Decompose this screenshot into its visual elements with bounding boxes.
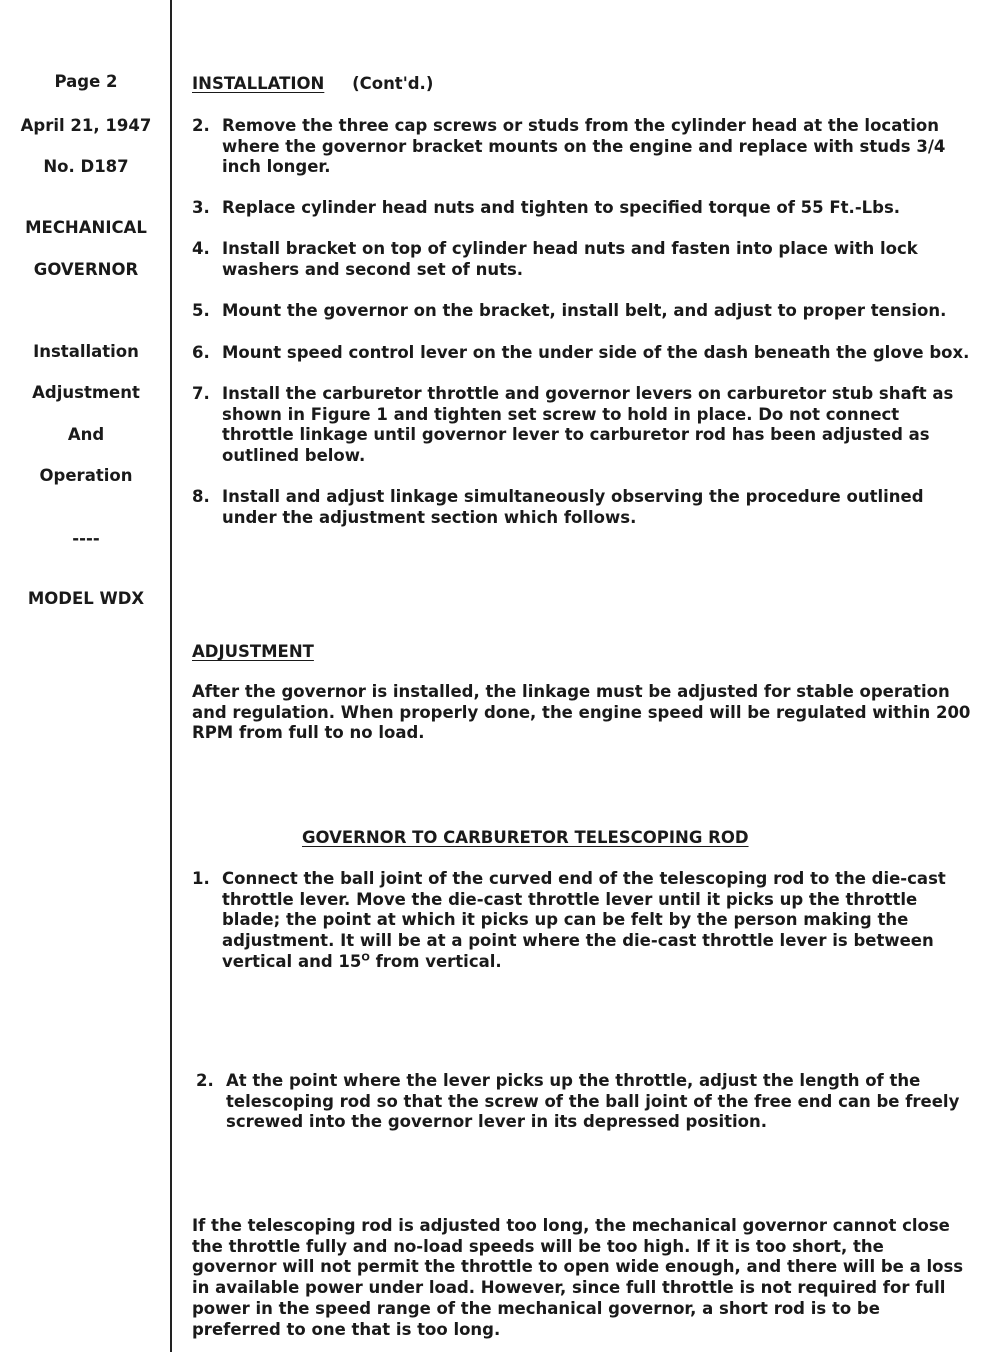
telescoping-heading: GOVERNOR TO CARBURETOR TELESCOPING ROD: [302, 828, 749, 847]
topic-installation: Installation: [33, 342, 139, 361]
installation-item-7: [192, 384, 974, 467]
topic-operation: Operation: [39, 466, 133, 485]
adjustment-heading: ADJUSTMENT: [192, 642, 314, 661]
adjustment-paragraph: After the governor is installed, the linkage must be adjusted for stable operation and regulation. When properly done, the engine speed will be regulated within 200 RPM from full to no load.: [192, 682, 971, 743]
item-text-end: from vertical.: [369, 951, 502, 971]
item-number: 2.: [192, 116, 210, 135]
item-text: Remove the three cap screws or studs from the cylinder head at the location where the governor bracket mounts on the engine and replace with studs 3/4 inch longer.: [222, 116, 946, 177]
item-number: 1.: [192, 869, 210, 888]
item-number: 7.: [192, 384, 210, 403]
item-text: Mount speed control lever on the under side of the dash beneath the glove box.: [222, 343, 970, 362]
item-text: Install and adjust linkage simultaneously observing the procedure outlined under the adjustment section which follows.: [222, 487, 924, 527]
installation-item-6: [192, 343, 974, 364]
item-text: Install the carburetor throttle and governor levers on carburetor stub shaft as shown in Figure 1 and tighten set screw to hold in place. Do not connect throttle linkage until governor lever to carburetor rod has been adjusted as outlined below.: [222, 384, 954, 466]
item-number: 4.: [192, 239, 210, 258]
installation-item-5: [192, 301, 974, 322]
bulletin-number: No. D187: [43, 157, 129, 176]
installation-item-4: [192, 239, 974, 280]
item-number: 3.: [192, 198, 210, 217]
subject-line-2: GOVERNOR: [33, 260, 139, 279]
subject-line-1: MECHANICAL: [25, 218, 147, 237]
item-text: [222, 869, 974, 973]
telescoping-item-1: [192, 869, 974, 973]
item-text: Install bracket on top of cylinder head nuts and fasten into place with lock washers and second set of nuts.: [222, 239, 918, 279]
installation-item-3: [192, 198, 974, 219]
telescoping-item-2: [196, 1071, 974, 1133]
item-text-main: Connect the ball joint of the curved end of the telescoping rod to the die-cast throttle lever. Move the die-cast throttle lever until it picks up the throttle blade; the point at which it picks up can be felt by the person making the adjustment. It will be at a point where the die-cast throttle lever is between vertical and 15: [222, 869, 946, 971]
bulletin-date: April 21, 1947: [20, 116, 152, 135]
sidebar-divider: ----: [72, 529, 100, 548]
page-number: Page 2: [54, 72, 118, 91]
item-number: 2.: [196, 1071, 214, 1090]
item-number: 6.: [192, 343, 210, 362]
degree-mark: O: [361, 952, 370, 964]
item-number: 5.: [192, 301, 210, 320]
installation-item-2: [192, 116, 974, 178]
topic-adjustment: Adjustment: [32, 383, 140, 402]
topic-and: And: [67, 425, 105, 444]
closing-paragraph: If the telescoping rod is adjusted too long, the mechanical governor cannot close the throttle fully and no-load speeds will be too high. If it is too short, the governor will not permit the throttle to open wide enough, and there will be a loss in available power under load. However, since full throttle is not required for full power in the speed range of the mechanical governor, a short rod is to be preferred to one that is too long.: [192, 1216, 964, 1339]
item-number: 8.: [192, 487, 210, 506]
item-text: At the point where the lever picks up the throttle, adjust the length of the telescoping rod so that the screw of the ball joint of the free end can be freely screwed into the governor lever in its depressed position.: [226, 1071, 960, 1132]
item-text: Mount the governor on the bracket, install belt, and adjust to proper tension.: [222, 301, 947, 320]
model-label: MODEL WDX: [27, 589, 145, 608]
item-text: Replace cylinder head nuts and tighten to specified torque of 55 Ft.-Lbs.: [222, 198, 901, 217]
installation-heading: INSTALLATION: [192, 74, 325, 93]
installation-heading-suffix: (Cont'd.): [352, 74, 434, 93]
column-divider: [170, 0, 172, 1352]
installation-item-8: [192, 487, 974, 528]
installation-heading-row: [192, 74, 433, 95]
